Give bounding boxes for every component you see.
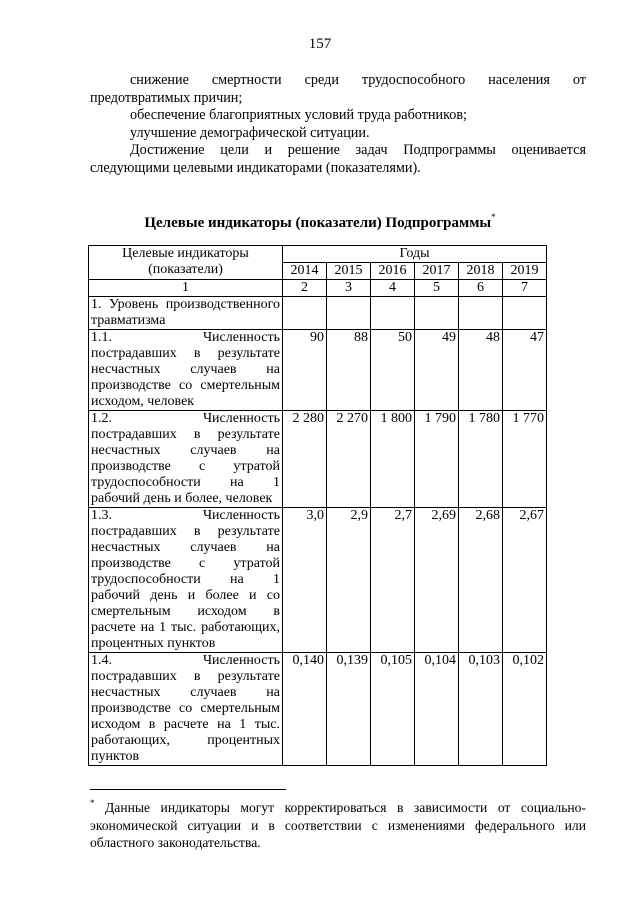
- indicator-label: 1.4. Численность пострадавших в результате несчастных случаев на производстве со смертельным исходом в расчете на 1 тыс. работающих, процентных пунктов: [89, 653, 283, 766]
- column-number: 6: [459, 280, 503, 297]
- table-title-text: Целевые индикаторы (показатели) Подпрограммы: [144, 215, 492, 231]
- indicator-value: [371, 297, 415, 330]
- year-header: 2016: [371, 263, 415, 280]
- intro-paragraph: улучшение демографической ситуации.: [130, 124, 370, 141]
- table-row: [89, 411, 547, 508]
- indicator-value: 1 780: [459, 411, 503, 508]
- column-number-row: [89, 280, 547, 297]
- indicator-value: [415, 297, 459, 330]
- indicator-label: 1.1. Численность пострадавших в результате несчастных случаев на производстве со смертельным исходом, человек: [89, 330, 283, 411]
- header-indicator: Целевые индикаторы (показатели): [89, 246, 283, 280]
- table-header-row: [89, 246, 547, 263]
- column-number: 1: [89, 280, 283, 297]
- indicator-value: 2,69: [415, 508, 459, 653]
- indicator-value: [503, 297, 547, 330]
- indicator-value: 90: [283, 330, 327, 411]
- column-number: 4: [371, 280, 415, 297]
- footnote-separator: [90, 789, 286, 790]
- footnote-mark: *: [90, 798, 95, 808]
- table-row: [89, 297, 547, 330]
- table-row: [89, 653, 547, 766]
- indicator-value: 2 270: [327, 411, 371, 508]
- indicator-value: [459, 297, 503, 330]
- intro-paragraph: обеспечение благоприятных условий труда работников;: [130, 107, 467, 124]
- indicator-value: 0,139: [327, 653, 371, 766]
- footnote: [90, 795, 586, 852]
- indicator-value: 2,9: [327, 508, 371, 653]
- indicator-label: 1.2. Численность пострадавших в результате несчастных случаев на производстве с утратой трудоспособности на 1 рабочий день и более, человек: [89, 411, 283, 508]
- year-header: 2015: [327, 263, 371, 280]
- column-number: 2: [283, 280, 327, 297]
- year-header: 2018: [459, 263, 503, 280]
- indicator-label: 1.3. Численность пострадавших в результате несчастных случаев на производстве с утратой трудоспособности на 1 рабочий день и более и со смертельным исходом в расчете на 1 тыс. работающих, процентных пунктов: [89, 508, 283, 653]
- header-years: Годы: [283, 246, 547, 263]
- indicator-value: 1 790: [415, 411, 459, 508]
- indicator-label: 1. Уровень производственного травматизма: [89, 297, 283, 330]
- footnote-text: Данные индикаторы могут корректироваться в зависимости от социально-экономической ситуации и в соответствии с изменениями федерального или областного законодательства.: [90, 800, 586, 850]
- indicator-value: 48: [459, 330, 503, 411]
- intro-paragraph: снижение смертности среди трудоспособного населения от предотвратимых причин;: [90, 72, 586, 106]
- indicator-value: 49: [415, 330, 459, 411]
- year-header: 2019: [503, 263, 547, 280]
- table-title-footnote-mark: *: [491, 212, 496, 222]
- indicator-value: 2 280: [283, 411, 327, 508]
- indicator-value: 50: [371, 330, 415, 411]
- table-row: [89, 330, 547, 411]
- indicator-value: 1 770: [503, 411, 547, 508]
- indicator-value: 0,104: [415, 653, 459, 766]
- indicators-table: [88, 245, 547, 766]
- column-number: 7: [503, 280, 547, 297]
- intro-paragraph: Достижение цели и решение задач Подпрограммы оценивается следующими целевыми индикаторами (показателями).: [90, 142, 586, 176]
- indicator-value: 2,68: [459, 508, 503, 653]
- page-number: 157: [308, 36, 332, 52]
- year-header: 2014: [283, 263, 327, 280]
- year-header: 2017: [415, 263, 459, 280]
- column-number: 3: [327, 280, 371, 297]
- indicator-value: [283, 297, 327, 330]
- indicator-value: 0,105: [371, 653, 415, 766]
- indicator-value: 1 800: [371, 411, 415, 508]
- indicator-value: 2,67: [503, 508, 547, 653]
- indicator-value: [327, 297, 371, 330]
- indicator-value: 0,140: [283, 653, 327, 766]
- intro-text: [90, 72, 586, 178]
- indicator-value: 2,7: [371, 508, 415, 653]
- indicator-value: 0,103: [459, 653, 503, 766]
- column-number: 5: [415, 280, 459, 297]
- table-row: [89, 508, 547, 653]
- indicator-value: 88: [327, 330, 371, 411]
- indicator-value: 3,0: [283, 508, 327, 653]
- indicator-value: 47: [503, 330, 547, 411]
- table-title: [0, 212, 640, 232]
- indicator-value: 0,102: [503, 653, 547, 766]
